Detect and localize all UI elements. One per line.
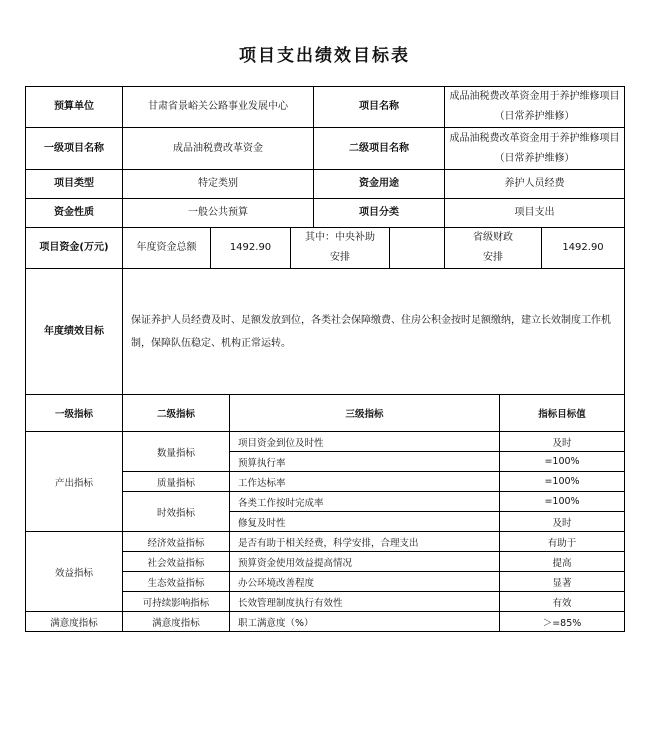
provincial-line1: 省级财政 [473,232,513,243]
project-class-value: 项目支出 [445,199,625,228]
benefit-indicator-label: 效益指标 [26,532,123,612]
indicator-value: 显著 [500,572,625,592]
annual-total-label: 年度资金总额 [123,228,211,269]
indicator-value: 有助于 [500,532,625,552]
indicator-name: 各类工作按时完成率 [230,492,500,512]
central-subsidy-line2: 安排 [330,252,350,263]
header-level1: 一级指标 [26,395,123,432]
page-title: 项目支出绩效目标表 [239,46,410,66]
central-subsidy-line1: 其中：中央补助 [305,232,375,243]
indicator-value: =100% [500,492,625,512]
eco-indicator-label: 生态效益指标 [123,572,230,592]
indicator-name: 工作达标率 [230,472,500,492]
annual-total-value: 1492.90 [211,228,291,269]
indicator-name: 职工满意度（%） [230,612,500,632]
satisfaction-level2-label: 满意度指标 [123,612,230,632]
table-row [26,432,625,452]
quantity-indicator-label: 数量指标 [123,432,230,472]
budget-unit-label: 预算单位 [26,87,123,128]
sustain-indicator-label: 可持续影响指标 [123,592,230,612]
header-target: 指标目标值 [500,395,625,432]
time-indicator-label: 时效指标 [123,492,230,532]
row-level1-project [26,128,625,170]
fund-use-value: 养护人员经费 [445,170,625,199]
row-fund-nature [26,199,625,228]
indicator-value: =100% [500,472,625,492]
budget-unit-value: 甘肃省景峪关公路事业发展中心 [123,87,314,128]
row-project-type [26,170,625,199]
satisfaction-indicator-label: 满意度指标 [26,612,123,632]
table-row [26,532,625,552]
project-name-value [445,87,625,128]
indicator-name: 修复及时性 [230,512,500,532]
indicator-value: 提高 [500,552,625,572]
level2-project-line1: 成品油税费改革资金用于养护维修项目 [449,132,620,144]
project-name-line1: 成品油税费改革资金用于养护维修项目 [449,91,620,102]
fund-nature-label: 资金性质 [26,199,123,228]
project-type-value: 特定类别 [123,170,314,199]
provincial-label [445,228,542,269]
project-info-table [25,86,625,395]
indicator-value: =100% [500,452,625,472]
indicator-value: 及时 [500,512,625,532]
indicator-name: 长效管理制度执行有效性 [230,592,500,612]
annual-goal-text: 保证养护人员经费及时、足额发放到位，各类社会保障缴费、住房公积金按时足额缴纳，建立长效制度工作机制，保障队伍稳定、机构正常运转。 [123,269,625,395]
indicator-name: 预算资金使用效益提高情况 [230,552,500,572]
fund-use-label: 资金用途 [314,170,445,199]
project-type-label: 项目类型 [26,170,123,199]
row-budget-unit [26,87,625,128]
level1-project-label: 一级项目名称 [26,128,123,170]
indicator-value: 及时 [500,432,625,452]
level1-project-value: 成品油税费改革资金 [123,128,314,170]
project-fund-label: 项目资金(万元) [26,228,123,269]
social-indicator-label: 社会效益指标 [123,552,230,572]
project-name-line2: （日常养护维修） [494,111,575,122]
indicator-value: 有效 [500,592,625,612]
provincial-line2: 安排 [483,252,503,263]
table-row [26,612,625,632]
indicator-name: 项目资金到位及时性 [230,432,500,452]
central-subsidy-value [390,228,445,269]
row-project-fund [26,228,625,269]
level2-project-label: 二级项目名称 [314,128,445,170]
fund-nature-value: 一般公共预算 [123,199,314,228]
provincial-value: 1492.90 [542,228,625,269]
central-subsidy-label [291,228,390,269]
indicator-name: 是否有助于相关经费，科学安排，合理支出 [230,532,500,552]
level2-project-value [445,128,625,170]
indicator-name: 预算执行率 [230,452,500,472]
indicator-header-row [26,395,625,432]
level2-project-line2: （日常养护维修） [494,152,575,164]
project-class-label: 项目分类 [314,199,445,228]
header-level3: 三级指标 [230,395,500,432]
annual-goal-label: 年度绩效目标 [26,269,123,395]
output-indicator-label: 产出指标 [26,432,123,532]
quality-indicator-label: 质量指标 [123,472,230,492]
indicator-name: 办公环境改善程度 [230,572,500,592]
economic-indicator-label: 经济效益指标 [123,532,230,552]
row-annual-goal [26,269,625,395]
performance-indicator-table [25,394,625,632]
project-name-label: 项目名称 [314,87,445,128]
indicator-value: ＞=85% [500,612,625,632]
header-level2: 二级指标 [123,395,230,432]
